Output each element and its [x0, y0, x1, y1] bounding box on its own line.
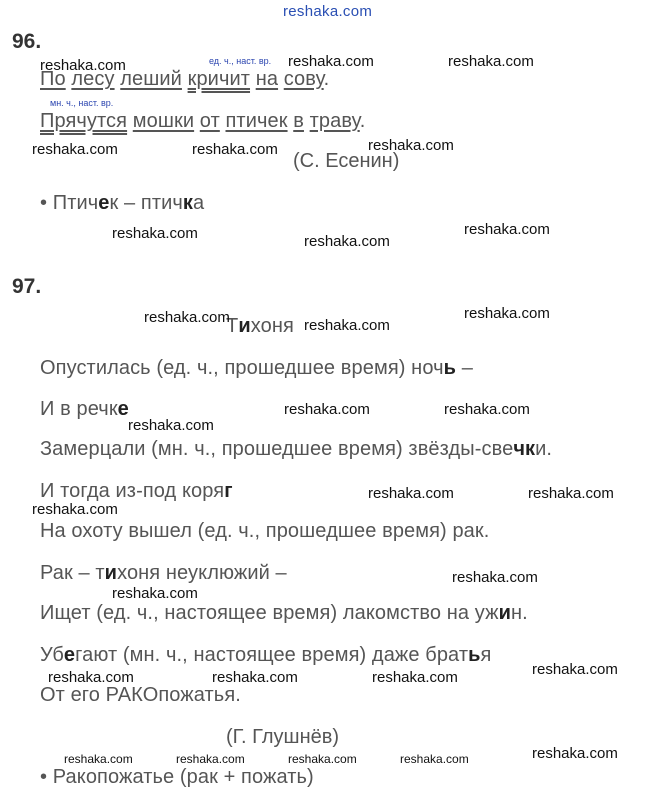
source-96: (С. Есенин) [293, 150, 400, 172]
exercise-96-number: 96. [12, 30, 42, 53]
watermark: reshaka.com [144, 309, 230, 326]
word: на [255, 68, 279, 90]
poem-97-line-1: Опустилась (ед. ч., прошедшее время) ночь – [40, 357, 473, 379]
watermark: reshaka.com [532, 661, 618, 678]
watermark: reshaka.com [448, 53, 534, 70]
watermark: reshaka.com [528, 485, 614, 502]
highlight-letter: г [224, 480, 233, 502]
watermark: reshaka.com [32, 501, 118, 518]
title-part: хоня [250, 315, 294, 337]
bullet-part: а [193, 192, 205, 214]
poem-97-line-6: Рак – тихоня неуклюжий – [40, 562, 287, 584]
highlight-letter: и [104, 562, 118, 584]
watermark: reshaka.com [176, 752, 245, 766]
watermark: reshaka.com [452, 569, 538, 586]
highlight-letter: и [498, 602, 511, 624]
highlight-letter: и [238, 315, 251, 337]
word: в [293, 110, 304, 132]
highlight-letter: е [63, 644, 76, 666]
watermark: reshaka.com [212, 669, 298, 686]
watermark: reshaka.com [288, 53, 374, 70]
watermark: reshaka.com [368, 485, 454, 502]
bullet-part: • Птич [40, 192, 99, 214]
watermark: reshaka.com [64, 752, 133, 766]
watermark: reshaka.com [112, 585, 198, 602]
watermark: reshaka.com [444, 401, 530, 418]
highlight-letter: е [98, 192, 110, 214]
poem-97-line-3: Замерцали (мн. ч., прошедшее время) звёзды-свечки. [40, 438, 553, 460]
word: от [199, 110, 220, 132]
word-predicate: кричит [187, 68, 251, 90]
watermark: reshaka.com [368, 137, 454, 154]
poem-title [226, 315, 294, 338]
watermark: reshaka.com [128, 417, 214, 434]
watermark: reshaka.com [112, 225, 198, 242]
poem-97-line-2: И в речке [40, 398, 129, 420]
grammar-note-1: ед. ч., наст. вр. [209, 56, 272, 66]
poem-97-line-8: Убегают (мн. ч., настоящее время) даже братья [40, 644, 492, 666]
punct: . [323, 68, 330, 90]
poem-97-line-9: От его РАКОпожатья. [40, 684, 241, 706]
highlight-letter: е [117, 398, 129, 420]
watermark: reshaka.com [372, 669, 458, 686]
poem-97-line-5: На охоту вышел (ед. ч., прошедшее время) рак. [40, 520, 490, 542]
bullet-97: • Ракопожатье (рак + пожать) [40, 766, 314, 788]
watermark: reshaka.com [464, 305, 550, 322]
word-subject: леший [120, 68, 182, 90]
poem-96-line-2 [40, 110, 365, 133]
punct: . [359, 110, 366, 132]
word: По [40, 68, 66, 90]
site-header-watermark: reshaka.com [283, 3, 373, 20]
watermark: reshaka.com [532, 745, 618, 762]
watermark: reshaka.com [288, 752, 357, 766]
word: траву [309, 110, 360, 132]
word: сову [283, 68, 324, 90]
word-subject: мошки [132, 110, 195, 132]
watermark: reshaka.com [48, 669, 134, 686]
word: птичек [225, 110, 288, 132]
watermark: reshaka.com [464, 221, 550, 238]
highlight-letter: чк [513, 438, 536, 460]
watermark: reshaka.com [400, 752, 469, 766]
watermark: reshaka.com [192, 141, 278, 158]
word-predicate: Прячутся [40, 110, 128, 132]
highlight-letter: ь [443, 357, 457, 379]
word: лесу [71, 68, 115, 90]
bullet-96 [40, 192, 204, 215]
highlight-letter: к [182, 192, 194, 214]
watermark: reshaka.com [304, 233, 390, 250]
poem-97-line-7: Ищет (ед. ч., настоящее время) лакомство на ужин. [40, 602, 528, 624]
watermark: reshaka.com [304, 317, 390, 334]
watermark: reshaka.com [284, 401, 370, 418]
source-97: (Г. Глушнёв) [226, 726, 340, 748]
watermark: reshaka.com [32, 141, 118, 158]
bullet-part: к – птич [109, 192, 183, 214]
highlight-letter: ь [468, 644, 481, 666]
poem-97-line-4: И тогда из-под коряг [40, 480, 233, 502]
title-part: Т [226, 315, 239, 337]
exercise-97-number: 97. [12, 275, 42, 298]
watermark: reshaka.com [40, 57, 126, 74]
grammar-note-2: мн. ч., наст. вр. [50, 98, 114, 108]
